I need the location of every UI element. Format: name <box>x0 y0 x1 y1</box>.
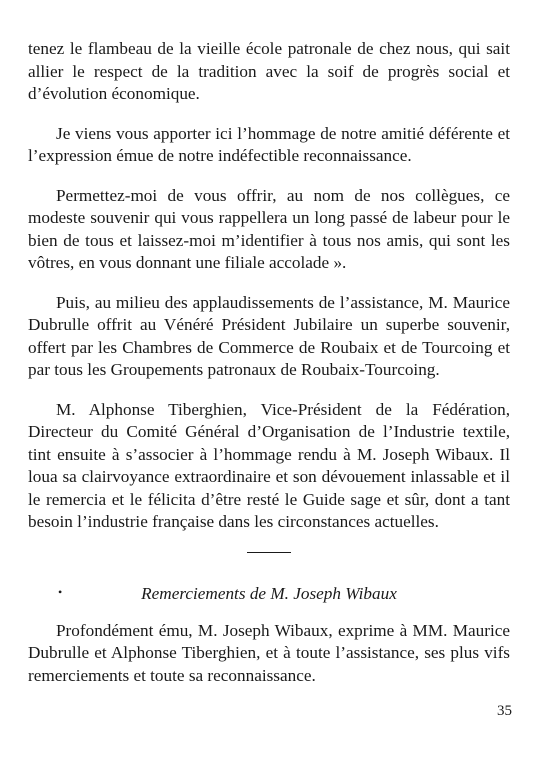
paragraph-tiberghien: M. Alphonse Tiberghien, Vice-Président de la Fédération, Directeur du Comité Général d’Organisation de l’Industrie textile, tint ensuite à s’associer à l’hommage rendu à M. Joseph Wibaux. Il loua sa clairvoyance extraordinaire et son dévouement inlassable et il le remercia et le félicita d’être resté le Guide sage et sûr, dont a tant besoin l’industrie française dans les circonstances actuelles. <box>28 399 510 531</box>
section-heading-row <box>28 582 510 606</box>
paragraph-dubrulle: Puis, au milieu des applaudissements de l’assistance, M. Maurice Dubrulle offrit au Vénéré Président Jubilaire un superbe souvenir, offert par les Chambres de Commerce de Roubaix et de Tourcoing et par tous les Groupements patronaux de Roubaix-Tourcoing. <box>28 292 510 379</box>
bullet-mark: • <box>58 584 63 599</box>
section-divider <box>247 552 291 553</box>
paragraph-remerciements: Profondément ému, M. Joseph Wibaux, exprime à MM. Maurice Dubrulle et Alphonse Tiberghien, et à toute l’assistance, ses plus vifs remerciements et toute sa reconnaissance. <box>28 620 510 685</box>
paragraph-souvenir: Permettez-moi de vous offrir, au nom de nos collègues, ce modeste souvenir qui vous rappellera un long passé de labeur pour le bien de tous et laissez-moi m’identifier à tous nos amis, qui sont les vôtres, en vous donnant une filiale accolade ». <box>28 185 510 272</box>
page-number: 35 <box>497 703 512 719</box>
paragraph-continuation: tenez le flambeau de la vieille école patronale de chez nous, qui sait allier le respect de la tradition avec la soif de progrès social et d’évolution économique. <box>28 39 510 103</box>
paragraph-hommage: Je viens vous apporter ici l’hommage de notre amitié déférente et l’expression émue de notre indéfectible reconnaissance. <box>28 123 510 165</box>
section-heading: Remerciements de M. Joseph Wibaux <box>141 583 397 603</box>
page-body <box>28 38 510 704</box>
